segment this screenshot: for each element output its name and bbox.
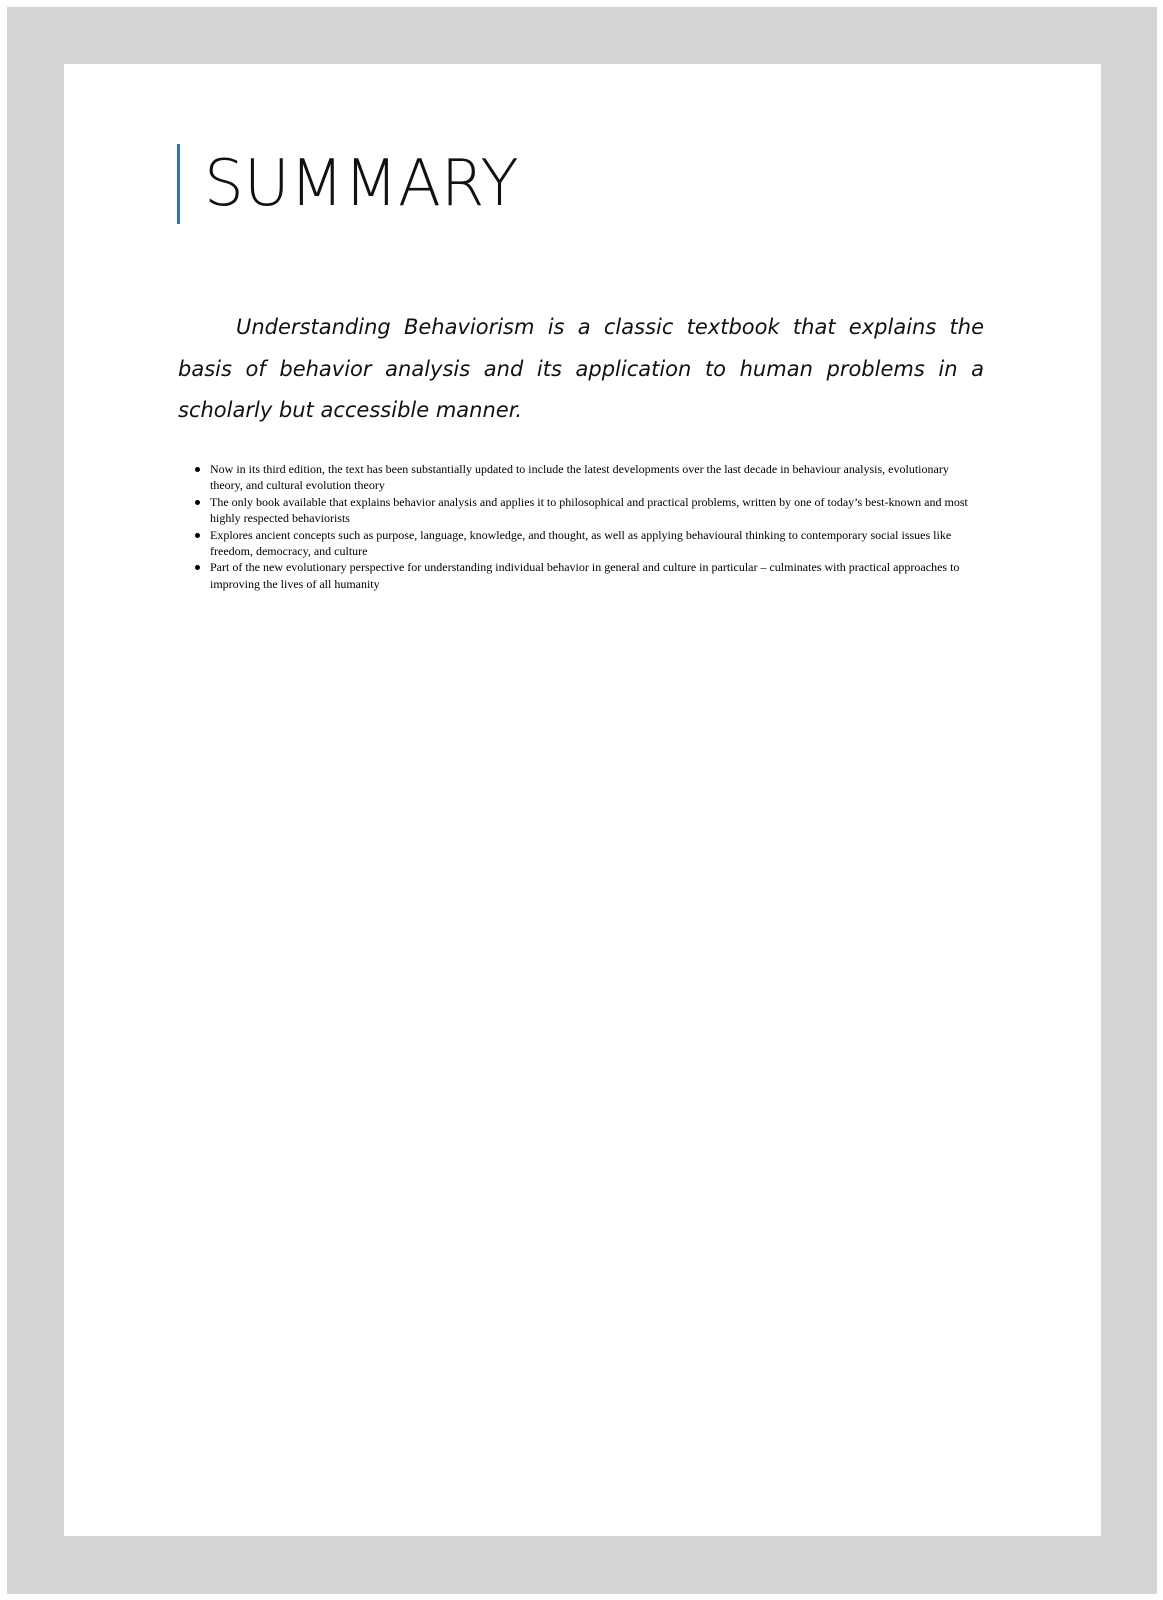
list-item-text: Explores ancient concepts such as purpose, language, knowledge, and thought, as well as applying behavioural thinking to contemporary social issues like freedom, democracy, and culture bbox=[210, 527, 952, 559]
intro-paragraph: Understanding Behaviorism is a classic textbook that explains the basis of behavior analysis and its application to human problems in a scholarly but accessible manner. bbox=[178, 315, 984, 422]
list-item bbox=[178, 559, 968, 592]
list-item bbox=[178, 461, 968, 494]
bullet-list bbox=[178, 461, 968, 592]
bullet-icon bbox=[195, 500, 200, 505]
bullet-icon bbox=[195, 467, 200, 472]
document-page bbox=[64, 64, 1101, 1536]
page-border bbox=[7, 7, 1157, 1594]
list-item-text: The only book available that explains behavior analysis and applies it to philosophical and practical problems, written by one of today’s best-known and most highly respected behaviorists bbox=[210, 494, 968, 526]
page-title: SUMMARY bbox=[204, 147, 519, 221]
bullet-icon bbox=[195, 533, 200, 538]
list-item bbox=[178, 494, 968, 527]
list-item bbox=[178, 527, 968, 560]
list-item-text: Now in its third edition, the text has been substantially updated to include the latest developments over the last decade in behaviour analysis, evolutionary theory, and cultural evolution theory bbox=[210, 462, 949, 493]
title-accent-bar bbox=[177, 144, 525, 224]
list-item-text: Part of the new evolutionary perspective for understanding individual behavior in general and culture in particular – culminates with practical approaches to improving the lives of all humanity bbox=[210, 560, 960, 591]
bullet-icon bbox=[195, 565, 200, 570]
